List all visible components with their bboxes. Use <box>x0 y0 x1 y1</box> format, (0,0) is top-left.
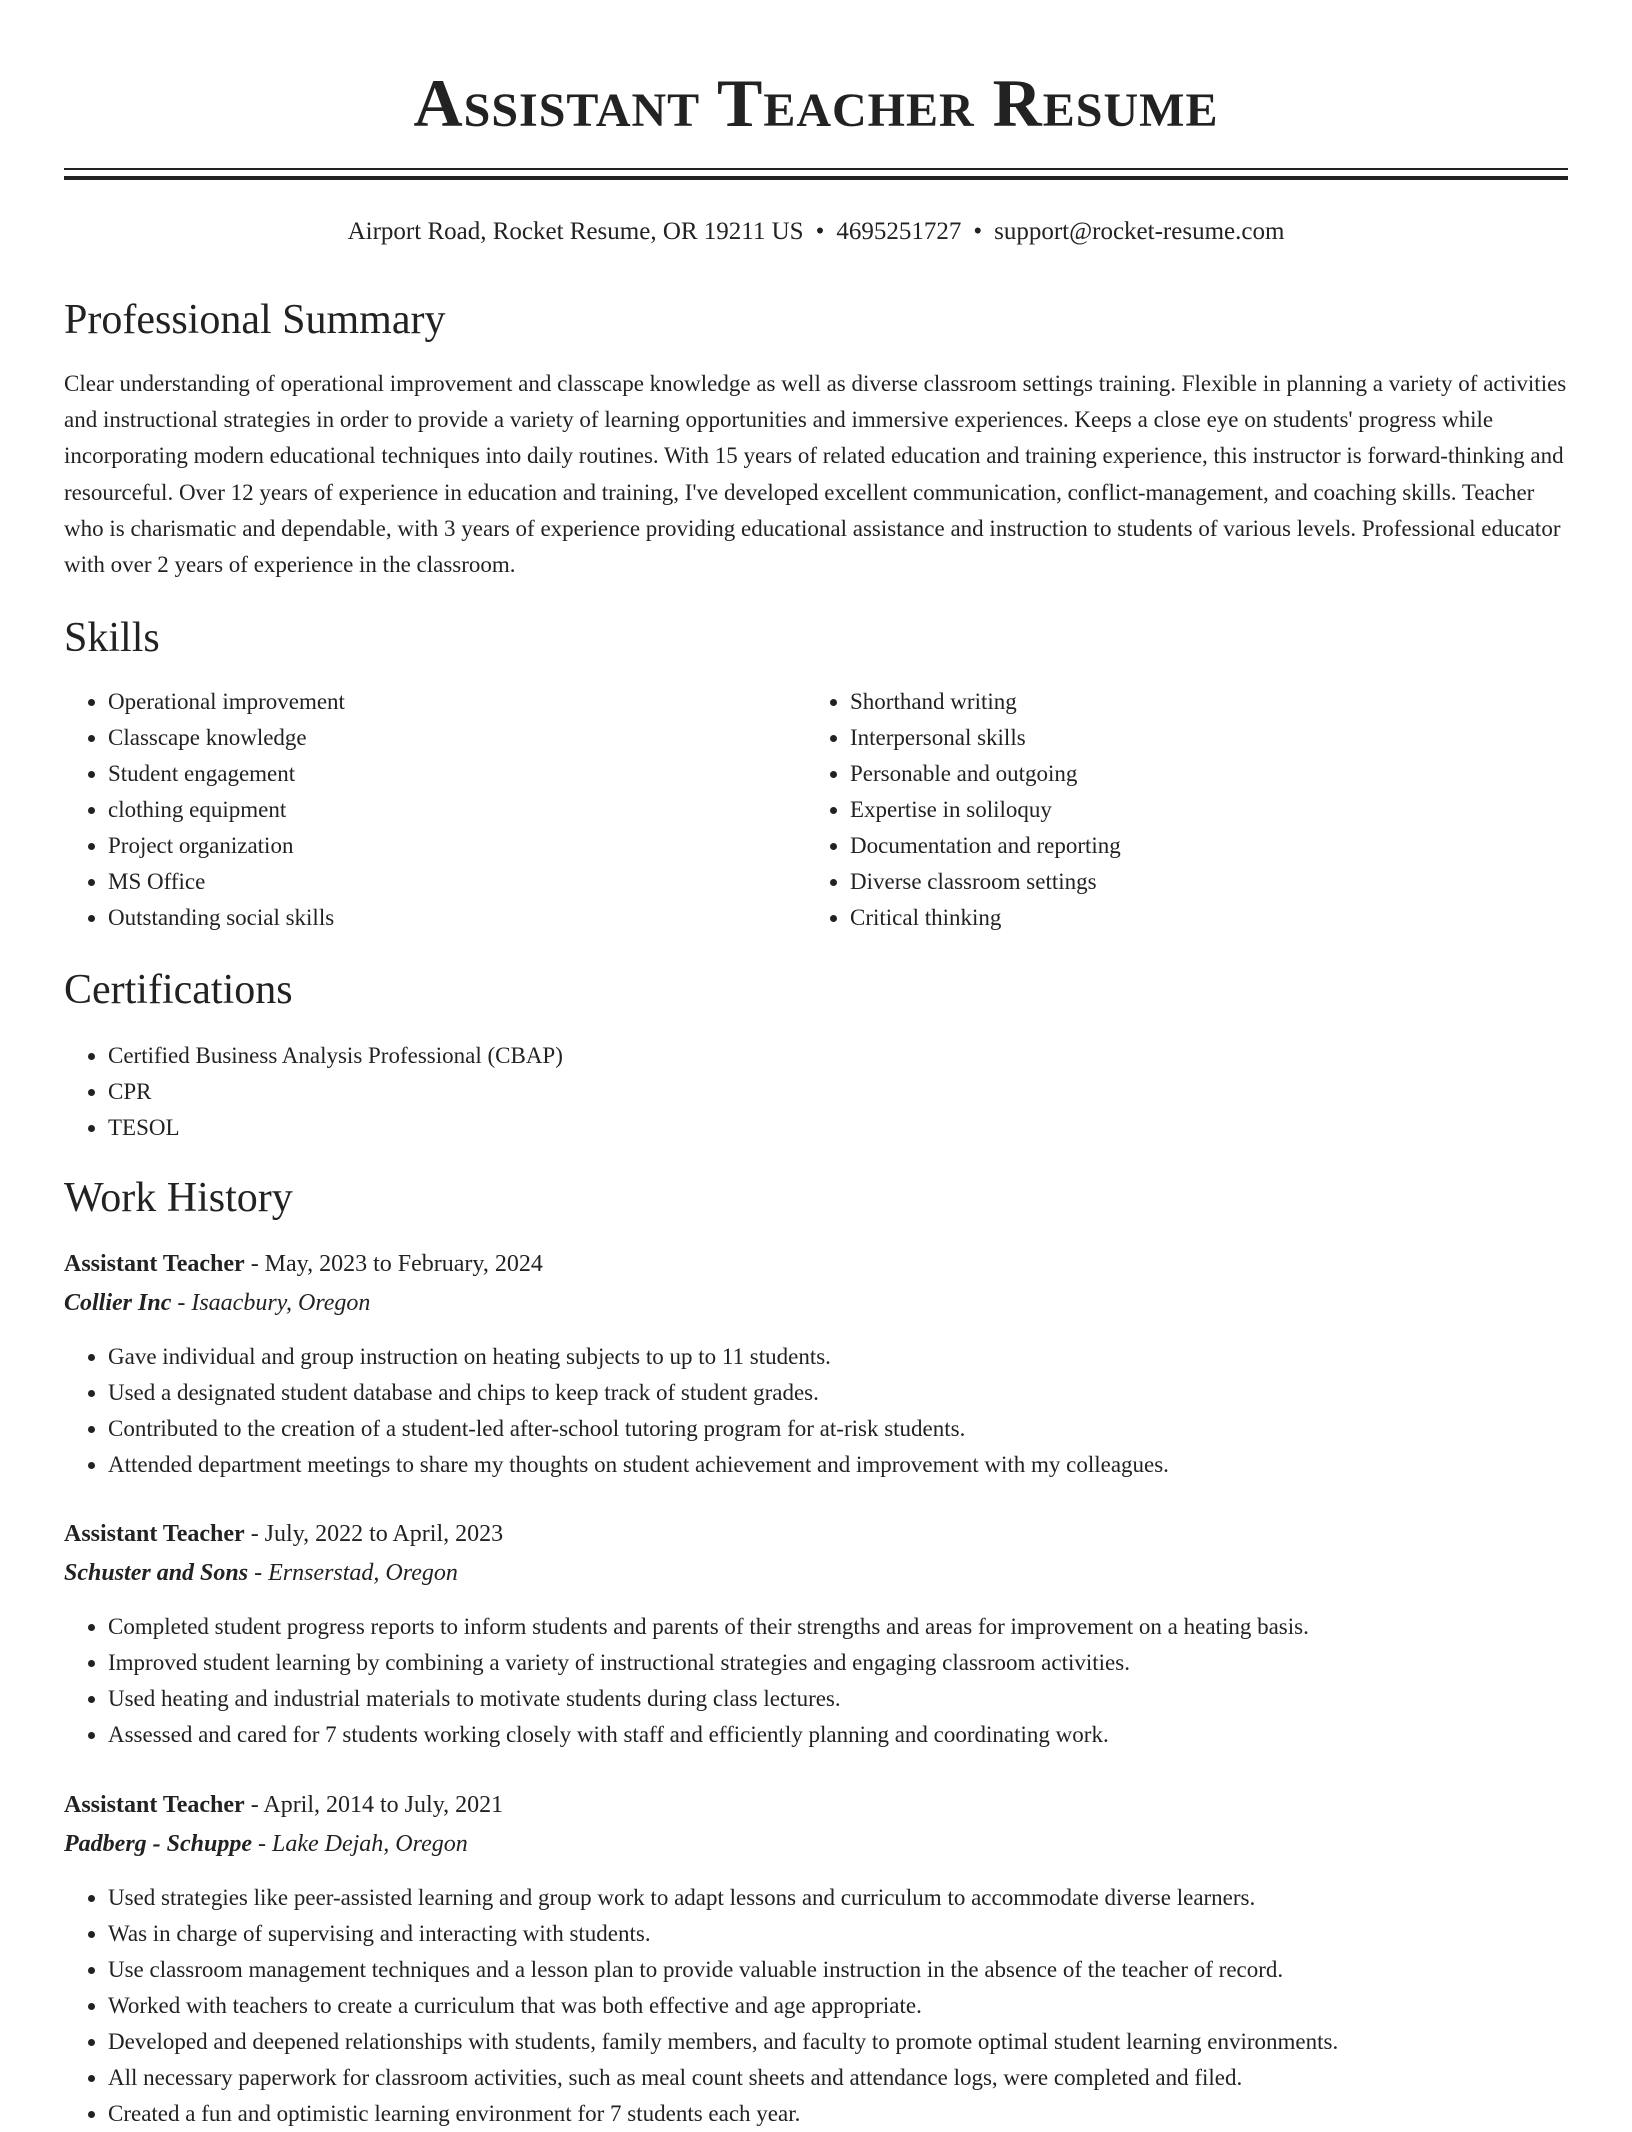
title-divider-thin <box>64 168 1568 170</box>
job-header <box>64 1515 1564 1593</box>
job-bullet: • Used strategies like peer-assisted learning and group work to adapt lessons and curriculum to accommodate diverse learners. <box>108 1880 1608 1916</box>
job-location: - Lake Dejah, Oregon <box>252 1831 468 1857</box>
job-title-line <box>64 1245 1564 1284</box>
job-bullet: • Used a designated student database and chips to keep track of student grades. <box>108 1375 1608 1411</box>
job-bullets <box>64 1609 1608 1753</box>
skills-list-left <box>64 684 788 936</box>
job-bullet: • All necessary paperwork for classroom activities, such as meal count sheets and attendance logs, were completed and filed. <box>108 2060 1608 2096</box>
skills-heading: Skills <box>64 615 160 661</box>
skill-item: • Critical thinking <box>850 900 1550 936</box>
resume-title: Assistant Teacher Resume <box>413 65 1219 141</box>
job-dates: - July, 2022 to April, 2023 <box>244 1521 504 1547</box>
summary-heading: Professional Summary <box>64 297 446 343</box>
contact-email: support@rocket-resume.com <box>994 218 1285 245</box>
job-company-line <box>64 1284 1564 1323</box>
skill-item: • Interpersonal skills <box>850 720 1550 756</box>
job-bullet: • Developed and deepened relationships with students, family members, and faculty to promote optimal student learning environments. <box>108 2024 1608 2060</box>
job-bullets <box>64 1880 1608 2132</box>
job-bullet: • Was in charge of supervising and interacting with students. <box>108 1916 1608 1952</box>
certification-item: • CPR <box>108 1074 1508 1110</box>
job-location: - Ernserstad, Oregon <box>248 1560 458 1586</box>
job-role: Assistant Teacher <box>64 1521 245 1547</box>
contact-separator: • <box>973 218 983 245</box>
job-dates: - May, 2023 to February, 2024 <box>244 1251 543 1277</box>
skill-item: • Diverse classroom settings <box>850 864 1550 900</box>
skills-list-right <box>806 684 1550 936</box>
job-bullet: • Use classroom management techniques and a lesson plan to provide valuable instruction in the absence of the teacher of record. <box>108 1952 1608 1988</box>
skill-item: • clothing equipment <box>108 792 788 828</box>
job-bullet: • Created a fun and optimistic learning environment for 7 students each year. <box>108 2096 1608 2132</box>
job-bullet: • Completed student progress reports to inform students and parents of their strengths and areas for improvement on a heating basis. <box>108 1609 1608 1645</box>
job-bullet: • Attended department meetings to share my thoughts on student achievement and improvement with my colleagues. <box>108 1447 1608 1483</box>
contact-separator: • <box>815 218 825 245</box>
skill-item: • Documentation and reporting <box>850 828 1550 864</box>
skill-item: • Student engagement <box>108 756 788 792</box>
job-title-line <box>64 1786 1564 1825</box>
job-company-line <box>64 1554 1564 1593</box>
job-bullet: • Improved student learning by combining a variety of instructional strategies and engaging classroom activities. <box>108 1645 1608 1681</box>
job-header <box>64 1245 1564 1323</box>
skill-item: • Shorthand writing <box>850 684 1550 720</box>
job-company: Padberg - Schuppe <box>64 1831 252 1857</box>
skill-item: • Personable and outgoing <box>850 756 1550 792</box>
contact-phone: 4695251727 <box>836 218 962 245</box>
job-header <box>64 1786 1564 1864</box>
skill-item: • Classcape knowledge <box>108 720 788 756</box>
job-role: Assistant Teacher <box>64 1251 245 1277</box>
job-role: Assistant Teacher <box>64 1792 245 1818</box>
job-bullet: • Gave individual and group instruction on heating subjects to up to 11 students. <box>108 1339 1608 1375</box>
job-company: Collier Inc <box>64 1290 172 1316</box>
work-history-heading: Work History <box>64 1175 293 1221</box>
job-location: - Isaacbury, Oregon <box>171 1290 371 1316</box>
certification-item: • Certified Business Analysis Professional (CBAP) <box>108 1038 1508 1074</box>
job-title-line <box>64 1515 1564 1554</box>
job-dates: - April, 2014 to July, 2021 <box>244 1792 504 1818</box>
skill-item: • MS Office <box>108 864 788 900</box>
contact-address: Airport Road, Rocket Resume, OR 19211 US <box>347 218 804 245</box>
skill-item: • Outstanding social skills <box>108 900 788 936</box>
job-company: Schuster and Sons <box>64 1560 249 1586</box>
certifications-list <box>64 1038 1508 1146</box>
job-bullet: • Assessed and cared for 7 students working closely with staff and efficiently planning and coordinating work. <box>108 1717 1608 1753</box>
job-company-line <box>64 1825 1564 1864</box>
title-divider-thick <box>64 176 1568 180</box>
skill-item: • Operational improvement <box>108 684 788 720</box>
summary-text: Clear understanding of operational improvement and classcape knowledge as well as diverse classroom settings training. Flexible in planning a variety of activities and instructional strategies in order to provide a variety of learning opportunities and immersive experiences. Keeps a close eye on students' progress while incorporating modern educational techniques into daily routines. With 15 years of related education and training experience, this instructor is forward-thinking and resourceful. Over 12 years of experience in education and training, I've developed excellent communication, conflict-management, and coaching skills. Teacher who is charismatic and dependable, with 3 years of experience providing educational assistance and instruction to students of various levels. Professional educator with over 2 years of experience in the classroom. <box>64 371 1567 578</box>
job-bullet: • Worked with teachers to create a curriculum that was both effective and age appropriate. <box>108 1988 1608 2024</box>
contact-line <box>0 214 1632 250</box>
skill-item: • Project organization <box>108 828 788 864</box>
job-bullets <box>64 1339 1608 1483</box>
skill-item: • Expertise in soliloquy <box>850 792 1550 828</box>
job-bullet: • Used heating and industrial materials to motivate students during class lectures. <box>108 1681 1608 1717</box>
job-bullet: • Contributed to the creation of a student-led after-school tutoring program for at-risk students. <box>108 1411 1608 1447</box>
certifications-heading: Certifications <box>64 967 293 1013</box>
certification-item: • TESOL <box>108 1110 1508 1146</box>
